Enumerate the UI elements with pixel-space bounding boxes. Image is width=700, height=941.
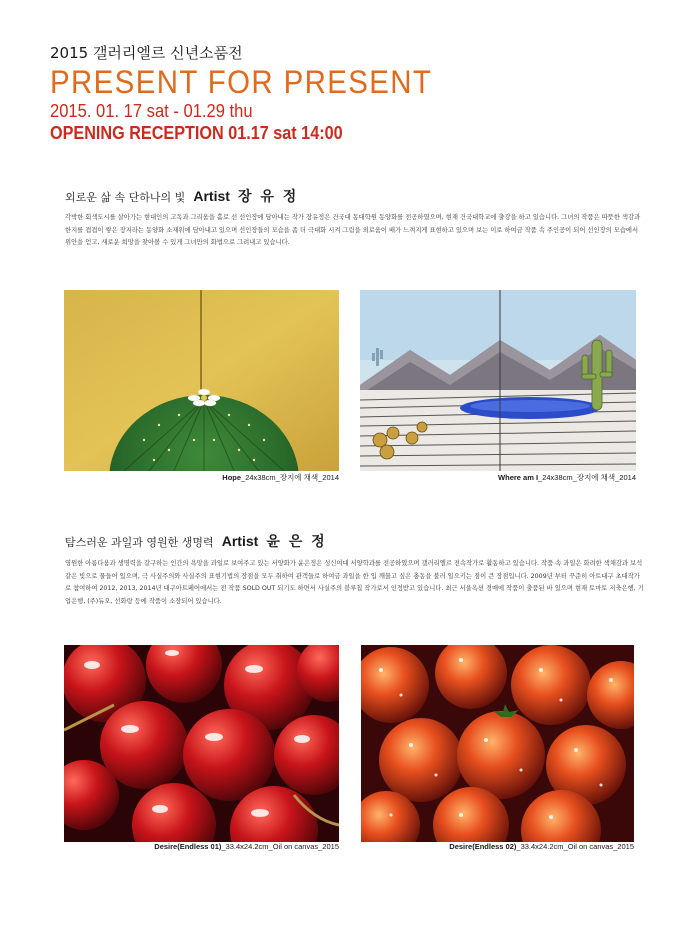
- artist-lead-1: 외로운 삶 속 단하나의 빛: [65, 191, 186, 204]
- artist-word-1: Artist: [193, 188, 230, 204]
- caption-desire02-title: Desire(Endless 02): [449, 842, 517, 851]
- exhibition-subtitle: 2015 갤러리엘르 신년소품전: [50, 44, 243, 62]
- caption-desire02-spec: _33.4x24.2cm_Oil on canvas_2015: [516, 842, 634, 851]
- exhibition-header: [50, 44, 650, 144]
- caption-hope-title: Hope: [222, 473, 242, 482]
- artist-name-2: 윤 은 정: [266, 534, 327, 550]
- caption-hope-spec: _24x38cm_장지에 채색_2014: [241, 473, 339, 482]
- artist-heading-1: [65, 186, 298, 206]
- opening-reception: OPENING RECEPTION 01.17 sat 14:00: [50, 123, 343, 143]
- exhibition-dates: 2015. 01. 17 sat - 01.29 thu: [50, 101, 253, 121]
- artist-heading-2: [65, 531, 327, 551]
- caption-hope: [64, 472, 339, 483]
- artist-lead-2: 탐스러운 과일과 영원한 생명력: [65, 536, 214, 549]
- caption-where-am-i: [360, 472, 636, 483]
- caption-desire-01: [64, 842, 339, 851]
- caption-desire01-spec: _33.4x24.2cm_Oil on canvas_2015: [221, 842, 339, 851]
- artwork-desire-02: [361, 645, 634, 842]
- caption-where-title: Where am I: [498, 473, 539, 482]
- artist-word-2: Artist: [221, 533, 259, 549]
- caption-desire01-title: Desire(Endless 01): [154, 842, 222, 851]
- artwork-desire-01: [64, 645, 339, 842]
- artist-description-1: 각박한 회색도시를 살아가는 현대인의 고독과 그리움을 홀로 선 선인장에 담아내는 작가 장유정은 건국대 동대학원 동양화를 전공하였으며, 현재 건국대학교에 출강을 하고 있습니다. 그녀의 작품은 따뜻한 색감과 한지를 겹겹이 쌓은 장지라는 동양화 소재위에 담아내고 있으며 선인장들의 모습을 좀 더 극대화 시켜 그림을 외로움이 배가 느껴지게 표현하고 있으며 보는 이로 하여금 작품 속 주인공이 되어 선인장의 모습에서 위안을 얻고, 새로운 희망을 찾아볼 수 있게 그녀만의 화법으로 그려내고 있습니다.: [65, 214, 641, 246]
- artwork-where-am-i: [360, 290, 636, 471]
- exhibition-title: PRESENT FOR PRESENT: [50, 64, 433, 100]
- caption-desire-02: [361, 842, 634, 851]
- artwork-hope: [64, 290, 339, 471]
- artist-name-1: 장 유 정: [238, 189, 299, 205]
- caption-where-spec: _24x38cm_장지에 채색_2014: [538, 473, 636, 482]
- artist-description-2: 영원한 아름다움과 생명력을 갈구하는 인간의 욕망을 과일로 보여주고 있는 서양화가 윤은정은 성신여대 서양학과를 전공하였으며 갤러리엘르 전속작가로 활동하고 있습니다. 작품 속 과일은 화려한 색채감과 보석 같은 빛으로 물들어 있으며, 극 사실주의와 사실주의 표현기법의 장점을 모두 취하여 관객들로 하여금 과일을 한 입 깨물고 싶은 충동을 불러 일으키는 점이 큰 장점입니다. 2009년 부터 꾸준히 아트대구 초대작가로 참여하여 2012, 2013, 2014년 대구아트페어에서는 전 작품 SOLD OUT 되기도 하면서 사실주의 블루칩 작가로서 인정받고 있습니다. 최근 서울옥션 경매에 작품이 출품된 바 있으며 현재 토마토 저축은행, 기업은행, (주)듀오, 선화랑 등에 작품이 소장되어 있습니다.: [65, 560, 644, 605]
